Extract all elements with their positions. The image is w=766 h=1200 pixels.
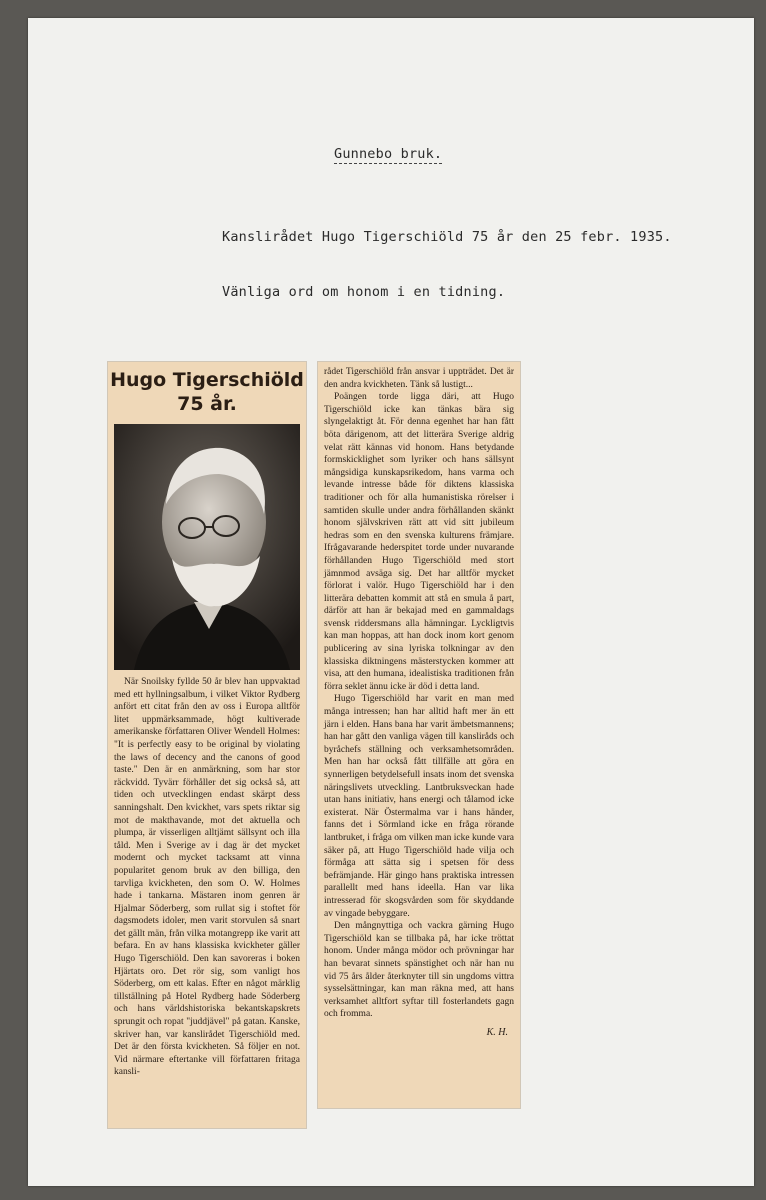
page-heading: Gunnebo bruk. xyxy=(334,146,443,162)
portrait-illustration xyxy=(114,424,300,670)
clipping-title-age: 75 år. xyxy=(177,393,237,415)
newspaper-clipping-left xyxy=(108,362,306,1128)
clipping-title-name: Hugo Tigerschiöld xyxy=(110,369,304,391)
clipping-paragraph: Poängen torde ligga däri, att Hugo Tigerschiöld icke kan tänkas bära sig slyngelaktigt åt. För denna egenhet har han fått böta därigenom, att det litterära Sverige aldrig velat rätt kännas vid honom. Hans betydande formskicklighet som lyriker och hans sällsynt mångsidiga kunskapsrikedom, hans varma och levande intresse både för diktens klassiska traditioner och för alla humanistiska rörelser i samtiden skulle under andra förhållanden skänkt honom självskriven rätt att vid sitt jubileum hedras som en den svenska kulturens främjare. Ifrågavarande hederspitet torde under nuvarande förhållanden Hugo Tigerschiöld med stort jämnmod avsäga sig. Det har alltför mycket förlorat i valör. Hugo Tigerschiöld har i den litterära debatten kommit att stå en smula å part, därför att han är bekajad med en gammaldags svensk riddersmans alla hämningar. Lyckligtvis kan man hoppas, att han dock inom kort genom publicering av sina lyriska tolkningar av den klassiska diktningens mästerstycken kommer att visa, att den humana, idealistiska traditionen från förra seklet ännu icke är död i detta land. xyxy=(324,392,514,692)
newspaper-clipping-right xyxy=(318,362,520,1108)
clipping-left-body: När Snoilsky fyllde 50 år blev han uppvaktad med ett hyllningsalbum, i vilket Viktor Rydberg anfört ett citat från den av oss i Europa alltför litet uppmärksammade, högt kultiverade amerikanske författaren Oliver Wendell Holmes: "It is perfectly easy to be original by violating the laws of decency and the canons of good taste." Den är en anmärkning, som har stor räckvidd. Tyvärr förhåller det sig också så, att tiden och utvecklingen endast skärpt dess sanningshalt. Den kvickhet, vars spets riktar sig mot de makthavande, mot det aktuella och plumpa, är visserligen alltjämt sällsynt och illa tåld. Men i Sverige av i dag är det mycket modernt och mycket tacksamt att vinna popularitet genom bruk av den billiga, den tarvliga kvickheten, den som O. W. Holmes hade i tankarna. Mästaren inom genren är Hjalmar Söderberg, som rullat sig i stoftet för dagsmodets idoler, men varit storvulen så snart det gällt män, från vilka motangrepp ike varit att befara. En av hans klassiska kvickheter gäller Hugo Tigerschiöld. Den kan savoreras i boken Hjärtats oro. Det rör sig, som vanligt hos Söderberg, om ett kalas. Efter en något märklig tillställning på Hotel Rydberg hade Söderberg och hans världshistoriska bekantskapskrets sprungit och ropat "juddjävel" på gatan. Kanske, skriver han, var kanslirådet Tigerschiöld med. Det är den första kvickheten. Så följer en not. Vid närmare eftertanke vill författaren fritaga kansli- xyxy=(114,677,300,1078)
portrait-photo xyxy=(114,424,300,670)
clipping-paragraph: rådet Tigerschiöld från ansvar i uppträdet. Det är den andra kvickheten. Tänk så lustigt... xyxy=(324,367,514,390)
clipping-paragraph: Den mångnyttiga och vackra gärning Hugo Tigerschiöld kan se tillbaka på, har icke tröttat honom. Under många mödor och prövningar har han bevarat sinnets spänstighet och när han nu vid 75 års ålder återknyter till sin ungdoms vittra sysselsättningar, kan man räkna med, att hans verksamhet alltfort syftar till fosterlandets gagn och fromma. xyxy=(324,921,514,1020)
typed-note-line: Vänliga ord om honom i en tidning. xyxy=(222,284,506,300)
clipping-title xyxy=(108,368,306,416)
clipping-paragraph: Hugo Tigerschiöld har varit en man med många intressen; han har alltid haft mer än ett järn i elden. Hans bana har varit ämbetsmannens; han har gått den vanliga vägen till kansliråds och byråchefs ställning och verksamhetsområden. Men han har också fått tillfälle att göra en synnerligen betydelsefull insats inom det svenska näringslivets utveckling. Lantbruksveckan hade utan hans initiativ, hans energi och tålamod icke existerat. När Östermalma var i hans händer, fanns det i Sörmland icke en fråga rörande lantbruket, i fråga om vilken man icke kunde vara säker på, att Hugo Tigerschiöld hade vilja och förmåga att sätta sig i spetsen för dess befrämjande. Här gingo hans praktiska intressen parallellt med hans ideella. Han var lika intresserad för skogsvården som för skyddande av vingade bebyggare. xyxy=(324,694,514,919)
clipping-right-body xyxy=(318,362,520,1021)
typed-caption-line: Kanslirådet Hugo Tigerschiöld 75 år den 25 febr. 1935. xyxy=(222,229,672,245)
clipping-signature: K. H. xyxy=(486,1026,508,1038)
